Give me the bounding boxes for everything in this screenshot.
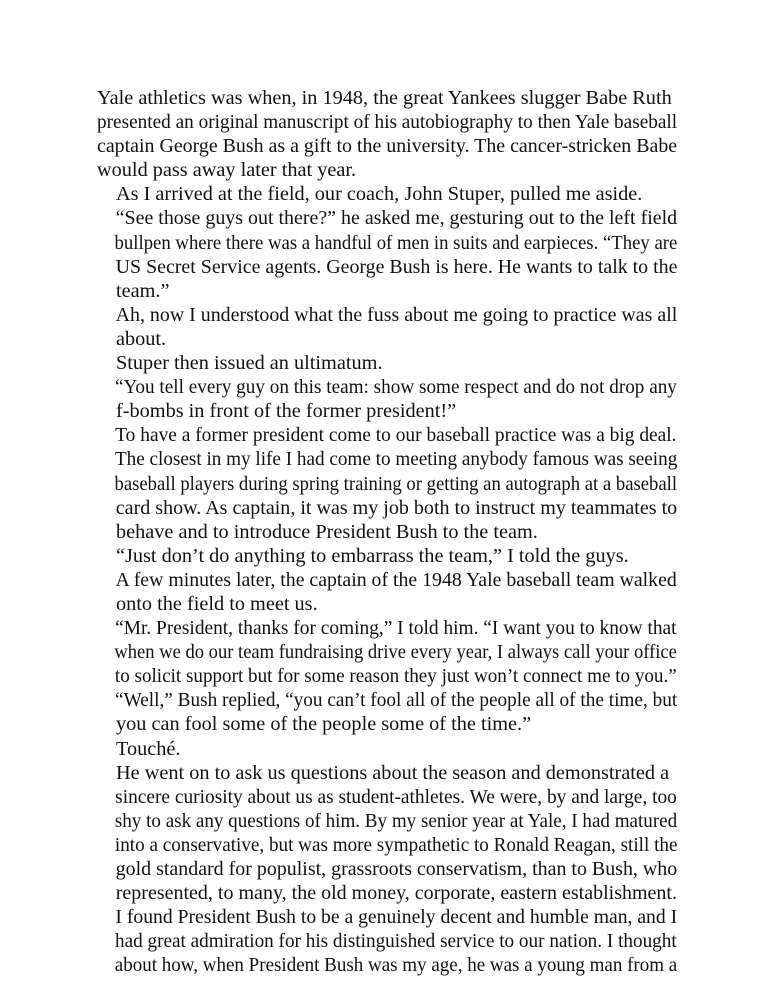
text-line: f-bombs in front of the former president!” — [116, 400, 457, 423]
paragraph — [97, 544, 677, 568]
text-line: behave and to introduce President Bush to the team. — [116, 520, 538, 543]
text-line: I found President Bush to be a genuinely decent and humble man, and I — [115, 906, 678, 929]
text-line: “See those guys out there?” he asked me, gesturing out to the left field — [115, 207, 678, 230]
paragraph — [97, 86, 677, 182]
text-line: He went on to ask us questions about the season and demonstrated a — [116, 761, 670, 784]
paragraph — [97, 375, 677, 423]
text-line: you can fool some of the people some of the time.” — [116, 713, 532, 736]
text-line: A few minutes later, the captain of the 1948 Yale baseball team walked — [115, 568, 677, 591]
text-line: US Secret Service agents. George Bush is here. He wants to talk to the — [115, 255, 678, 278]
text-line: team.” — [116, 279, 170, 302]
text-line: To have a former president come to our baseball practice was a big deal. — [115, 424, 677, 447]
book-page — [97, 86, 677, 977]
paragraph — [97, 568, 677, 616]
paragraph — [97, 688, 677, 736]
text-line: bullpen where there was a handful of men in suits and earpieces. “They are — [114, 231, 678, 254]
paragraph — [97, 182, 677, 206]
text-line: had great admiration for his distinguished service to our nation. I thought — [114, 930, 677, 953]
text-line: sincere curiosity about us as student-athletes. We were, by and large, too — [115, 785, 677, 808]
text-line: to solicit support but for some reason they just won’t connect me to you.” — [114, 665, 677, 688]
text-line: onto the field to meet us. — [116, 592, 318, 615]
paragraph — [97, 423, 677, 543]
text-line: “Mr. President, thanks for coming,” I told him. “I want you to know that — [115, 617, 677, 640]
text-line: presented an original manuscript of his autobiography to then Yale baseball — [97, 111, 678, 134]
text-line: about. — [116, 327, 167, 350]
paragraph — [97, 761, 677, 906]
text-line: captain George Bush as a gift to the university. The cancer-stricken Babe — [97, 135, 678, 158]
text-line: “You tell every guy on this team: show some respect and do not drop any — [114, 376, 677, 399]
text-line: Ah, now I understood what the fuss about me going to practice was all — [115, 303, 678, 326]
text-line: represented, to many, the old money, corporate, eastern establishment. — [115, 882, 678, 905]
paragraph — [97, 737, 677, 761]
text-line: Stuper then issued an ultimatum. — [116, 352, 383, 375]
paragraph — [97, 616, 677, 688]
paragraph — [97, 206, 677, 302]
text-line: when we do our team fundraising drive every year, I always call your office — [114, 641, 677, 664]
paragraph — [97, 905, 677, 977]
text-line: “Just don’t do anything to embarrass the team,” I told the guys. — [116, 544, 629, 567]
text-line: about how, when President Bush was my age, he was a young man from a — [114, 954, 678, 977]
text-line: card show. As captain, it was my job both to instruct my teammates to — [115, 496, 678, 519]
text-line: “Well,” Bush replied, “you can’t fool all of the people all of the time, but — [115, 689, 678, 712]
text-line: shy to ask any questions of him. By my senior year at Yale, I had matured — [114, 809, 678, 832]
text-line: would pass away later that year. — [97, 159, 357, 182]
paragraph — [97, 303, 677, 351]
text-line: into a conservative, but was more sympathetic to Ronald Reagan, still the — [114, 833, 678, 856]
paragraph — [97, 351, 677, 375]
text-line: baseball players during spring training or getting an autograph at a baseball — [114, 472, 678, 495]
text-line: Yale athletics was when, in 1948, the great Yankees slugger Babe Ruth — [97, 87, 672, 109]
text-line: The closest in my life I had come to meeting anybody famous was seeing — [114, 448, 678, 471]
text-line: As I arrived at the field, our coach, John Stuper, pulled me aside. — [116, 183, 643, 206]
text-line: Touché. — [116, 737, 181, 760]
text-line: gold standard for populist, grassroots conservatism, than to Bush, who — [115, 858, 678, 880]
